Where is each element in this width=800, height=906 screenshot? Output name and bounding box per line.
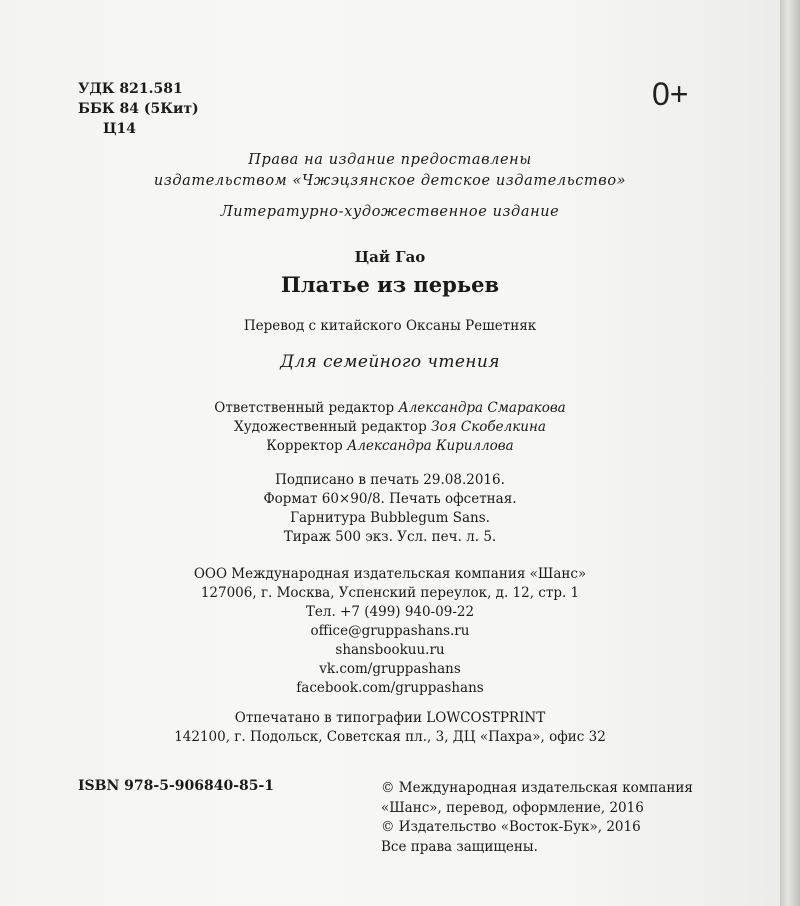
publisher-email: office@gruppashans.ru [310,623,470,639]
age-rating: 0+ [652,76,689,112]
staff-person: Зоя Скобелкина [431,419,546,435]
staff-line [0,418,780,437]
translator-credit: Перевод с китайского Оксаны Решетняк [243,318,537,334]
copyright-line: © Международная издательская компания [381,780,693,796]
print-details [0,471,780,547]
publisher-info [0,565,780,698]
publisher-phone: Тел. +7 (499) 940-09-22 [305,604,475,620]
staff-line [0,399,780,418]
classification-codes [78,79,199,139]
staff-person: Александра Смаракова [398,400,566,416]
rights-notice [0,150,780,192]
publisher-facebook: facebook.com/gruppashans [296,680,484,696]
rights-line: Права на издание предоставлены [248,152,532,168]
author-mark: Ц14 [103,121,137,137]
copyright-line: «Шанс», перевод, оформление, 2016 [381,799,644,816]
copyright-line: © Издательство «Восток-Бук», 2016 [381,819,641,835]
printing-info [0,709,780,747]
staff-person: Александра Кириллова [347,438,514,454]
copyright-line: Все права защищены. [381,838,538,855]
staff-role: Ответственный редактор [214,400,395,416]
staff-role: Художественный редактор [234,419,427,435]
print-line: Тираж 500 экз. Усл. печ. л. 5. [283,529,497,545]
udk-code: УДК 821.581 [78,81,183,97]
publisher-name: ООО Международная издательская компания «Шанс» [193,566,587,582]
printer-name: Отпечатано в типографии LOWCOSTPRINT [234,710,546,726]
publisher-site: shansbookuu.ru [335,642,445,658]
author-name: Цай Гао [354,248,426,266]
printer-address: 142100, г. Подольск, Советская пл., 3, ДЦ «Пахра», офис 32 [174,729,606,745]
print-line: Гарнитура Bubblegum Sans. [290,510,490,526]
rights-line: издательством «Чжэцзянское детское издательство» [153,173,627,189]
publisher-vk: vk.com/gruppashans [319,661,461,677]
print-line: Подписано в печать 29.08.2016. [275,472,505,488]
audience-line: Для семейного чтения [280,352,500,372]
page-edge [780,0,800,906]
staff-line [0,437,780,456]
isbn-number: ISBN 978-5-906840-85-1 [78,778,275,794]
book-title: Платье из перьев [280,272,500,297]
staff-credits [0,399,780,456]
publisher-address: 127006, г. Москва, Успенский переулок, д. 12, стр. 1 [200,585,580,601]
print-line: Формат 60×90/8. Печать офсетная. [263,491,517,507]
bbk-code: ББК 84 (5Кит) [78,101,199,117]
copyright-notice [381,779,693,857]
staff-role: Корректор [266,438,343,454]
genre-line: Литературно-художественное издание [220,204,560,220]
